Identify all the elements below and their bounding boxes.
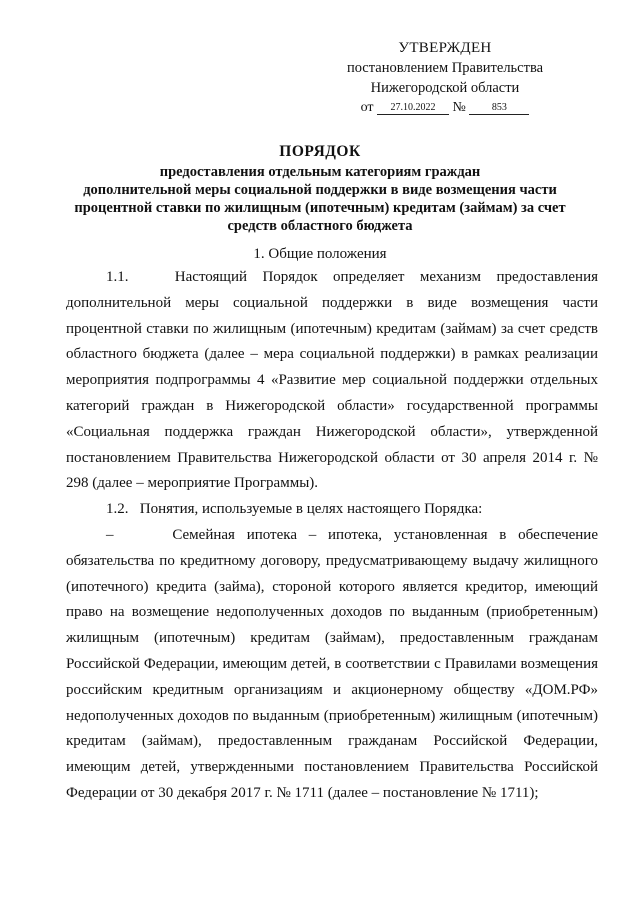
body-text — [66, 265, 598, 807]
approval-heading: УТВЕРЖДЕН — [398, 40, 492, 56]
approval-line2: Нижегородской области — [370, 80, 520, 96]
approval-date-line — [330, 98, 560, 118]
paragraph-1-2: 1.2. Понятия, используемые в целях настоящего Порядка: — [106, 501, 483, 518]
section-heading: 1. Общие положения — [253, 246, 387, 262]
approval-date: 27.10.2022 — [377, 102, 449, 115]
paragraph-definition: – Семейная ипотека – ипотека, установленная в обеспечение обязательства по кредитному договору, предусматривающему выдачу жилищного (ипотечного) кредита (займа), стороной которого является кредитор, имеющий право на возмещение недополученных доходов по выданным (приобретенным) жилищным (ипотечным) кредитам (займам), предоставленным гражданам Российской Федерации, имеющим детей, в соответствии с Правилами возмещения российским кредитным организациям и акционерному обществу «ДОМ.РФ» недополученных доходов по выданным (приобретенным) жилищным (ипотечным) кредитам (займам), предоставленным гражданам Российской Федерации, имеющим детей, утвержденными постановлением Правительства Российской Федерации от 30 декабря 2017 г. № 1711 (далее – постановление № 1711); — [66, 526, 598, 801]
paragraph-1-1: 1.1. Настоящий Порядок определяет механизм предоставления дополнительной меры социальной поддержки в виде возмещения части процентной ставки по жилищным (ипотечным) кредитам (займам) за счет средств областного бюджета (далее – мера социальной поддержки) в рамках реализации мероприятия подпрограммы 4 «Развитие мер социальной поддержки отдельных категорий граждан в Нижегородской области» государственной программы «Социальная поддержка граждан Нижегородской области», утвержденной постановлением Правительства Нижегородской области от 30 апреля 2014 г. № 298 (далее – мероприятие Программы). — [66, 269, 598, 492]
title-line1: ПОРЯДОК — [279, 143, 361, 160]
title-line2: предоставления отдельным категориям граждан — [159, 164, 481, 180]
title-line5: средств областного бюджета — [227, 218, 413, 234]
approval-from-label: от — [360, 100, 374, 115]
title-line4: процентной ставки по жилищным (ипотечным) кредитам (займам) за счет — [74, 200, 566, 216]
document-title — [60, 143, 580, 235]
approval-stamp — [330, 38, 560, 118]
approval-number: 853 — [469, 102, 529, 115]
title-line3: дополнительной меры социальной поддержки в виде возмещения части — [83, 182, 557, 198]
approval-number-label: № — [452, 100, 466, 115]
approval-line1: постановлением Правительства — [346, 60, 544, 76]
